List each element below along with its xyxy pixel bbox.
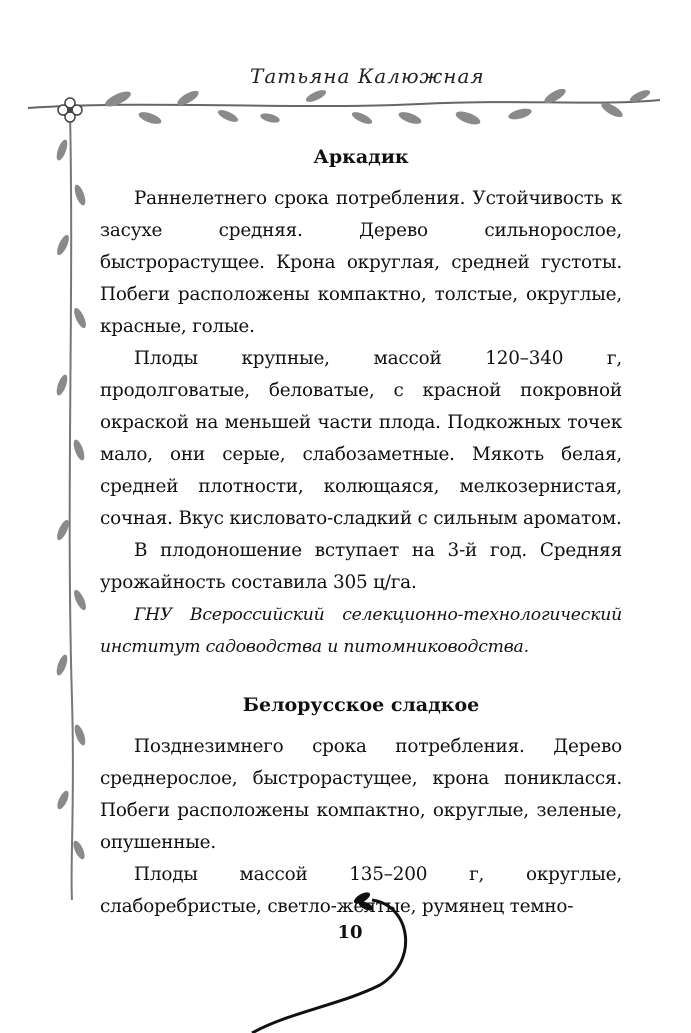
body-paragraph: Плоды крупные, массой 120–340 г, продолговатые, беловатые, с красной покровной окраской на меньшей части плода. Подкожных точек мало, они серые, слабозаметные. Мякоть белая, средней плотности, колющаяся, мелкозернистая, сочная. Вкус кисловато-сладкий с сильным ароматом. [100, 348, 622, 529]
section-title: Аркадик [313, 146, 409, 168]
flower-icon [58, 98, 82, 122]
body-paragraph: Плоды массой 135–200 г, округлые, слаборебристые, светло-желтые, румянец темно- [100, 864, 622, 917]
page-content [100, 143, 622, 923]
top-vine-leaves [103, 86, 651, 127]
running-header-author: Татьяна Калюжная [250, 64, 485, 88]
section-title: Белорусское сладкое [242, 694, 480, 716]
body-paragraph: Позднезимнего срока потребления. Дерево среднерослое, быстрорастущее, крона поникласcя. Побеги расположены компактно, округлые, зеленые, опушенные. [100, 736, 622, 853]
body-paragraph: В плодоношение вступает на 3-й год. Средняя урожайность составила 305 ц/га. [100, 540, 622, 593]
source-paragraph: ГНУ Всероссийский селекционно-технологический институт садоводства и питомниководства. [100, 605, 622, 657]
body-paragraph: Раннелетнего срока потребления. Устойчивость к засухе средняя. Дерево сильнорослое, быстрорастущее. Крона округлая, средней густоты. Побеги расположены компактно, толстые, округлые, красные, голые. [100, 188, 622, 337]
left-vine-stem [70, 112, 73, 900]
page-number: 10 [337, 922, 363, 943]
